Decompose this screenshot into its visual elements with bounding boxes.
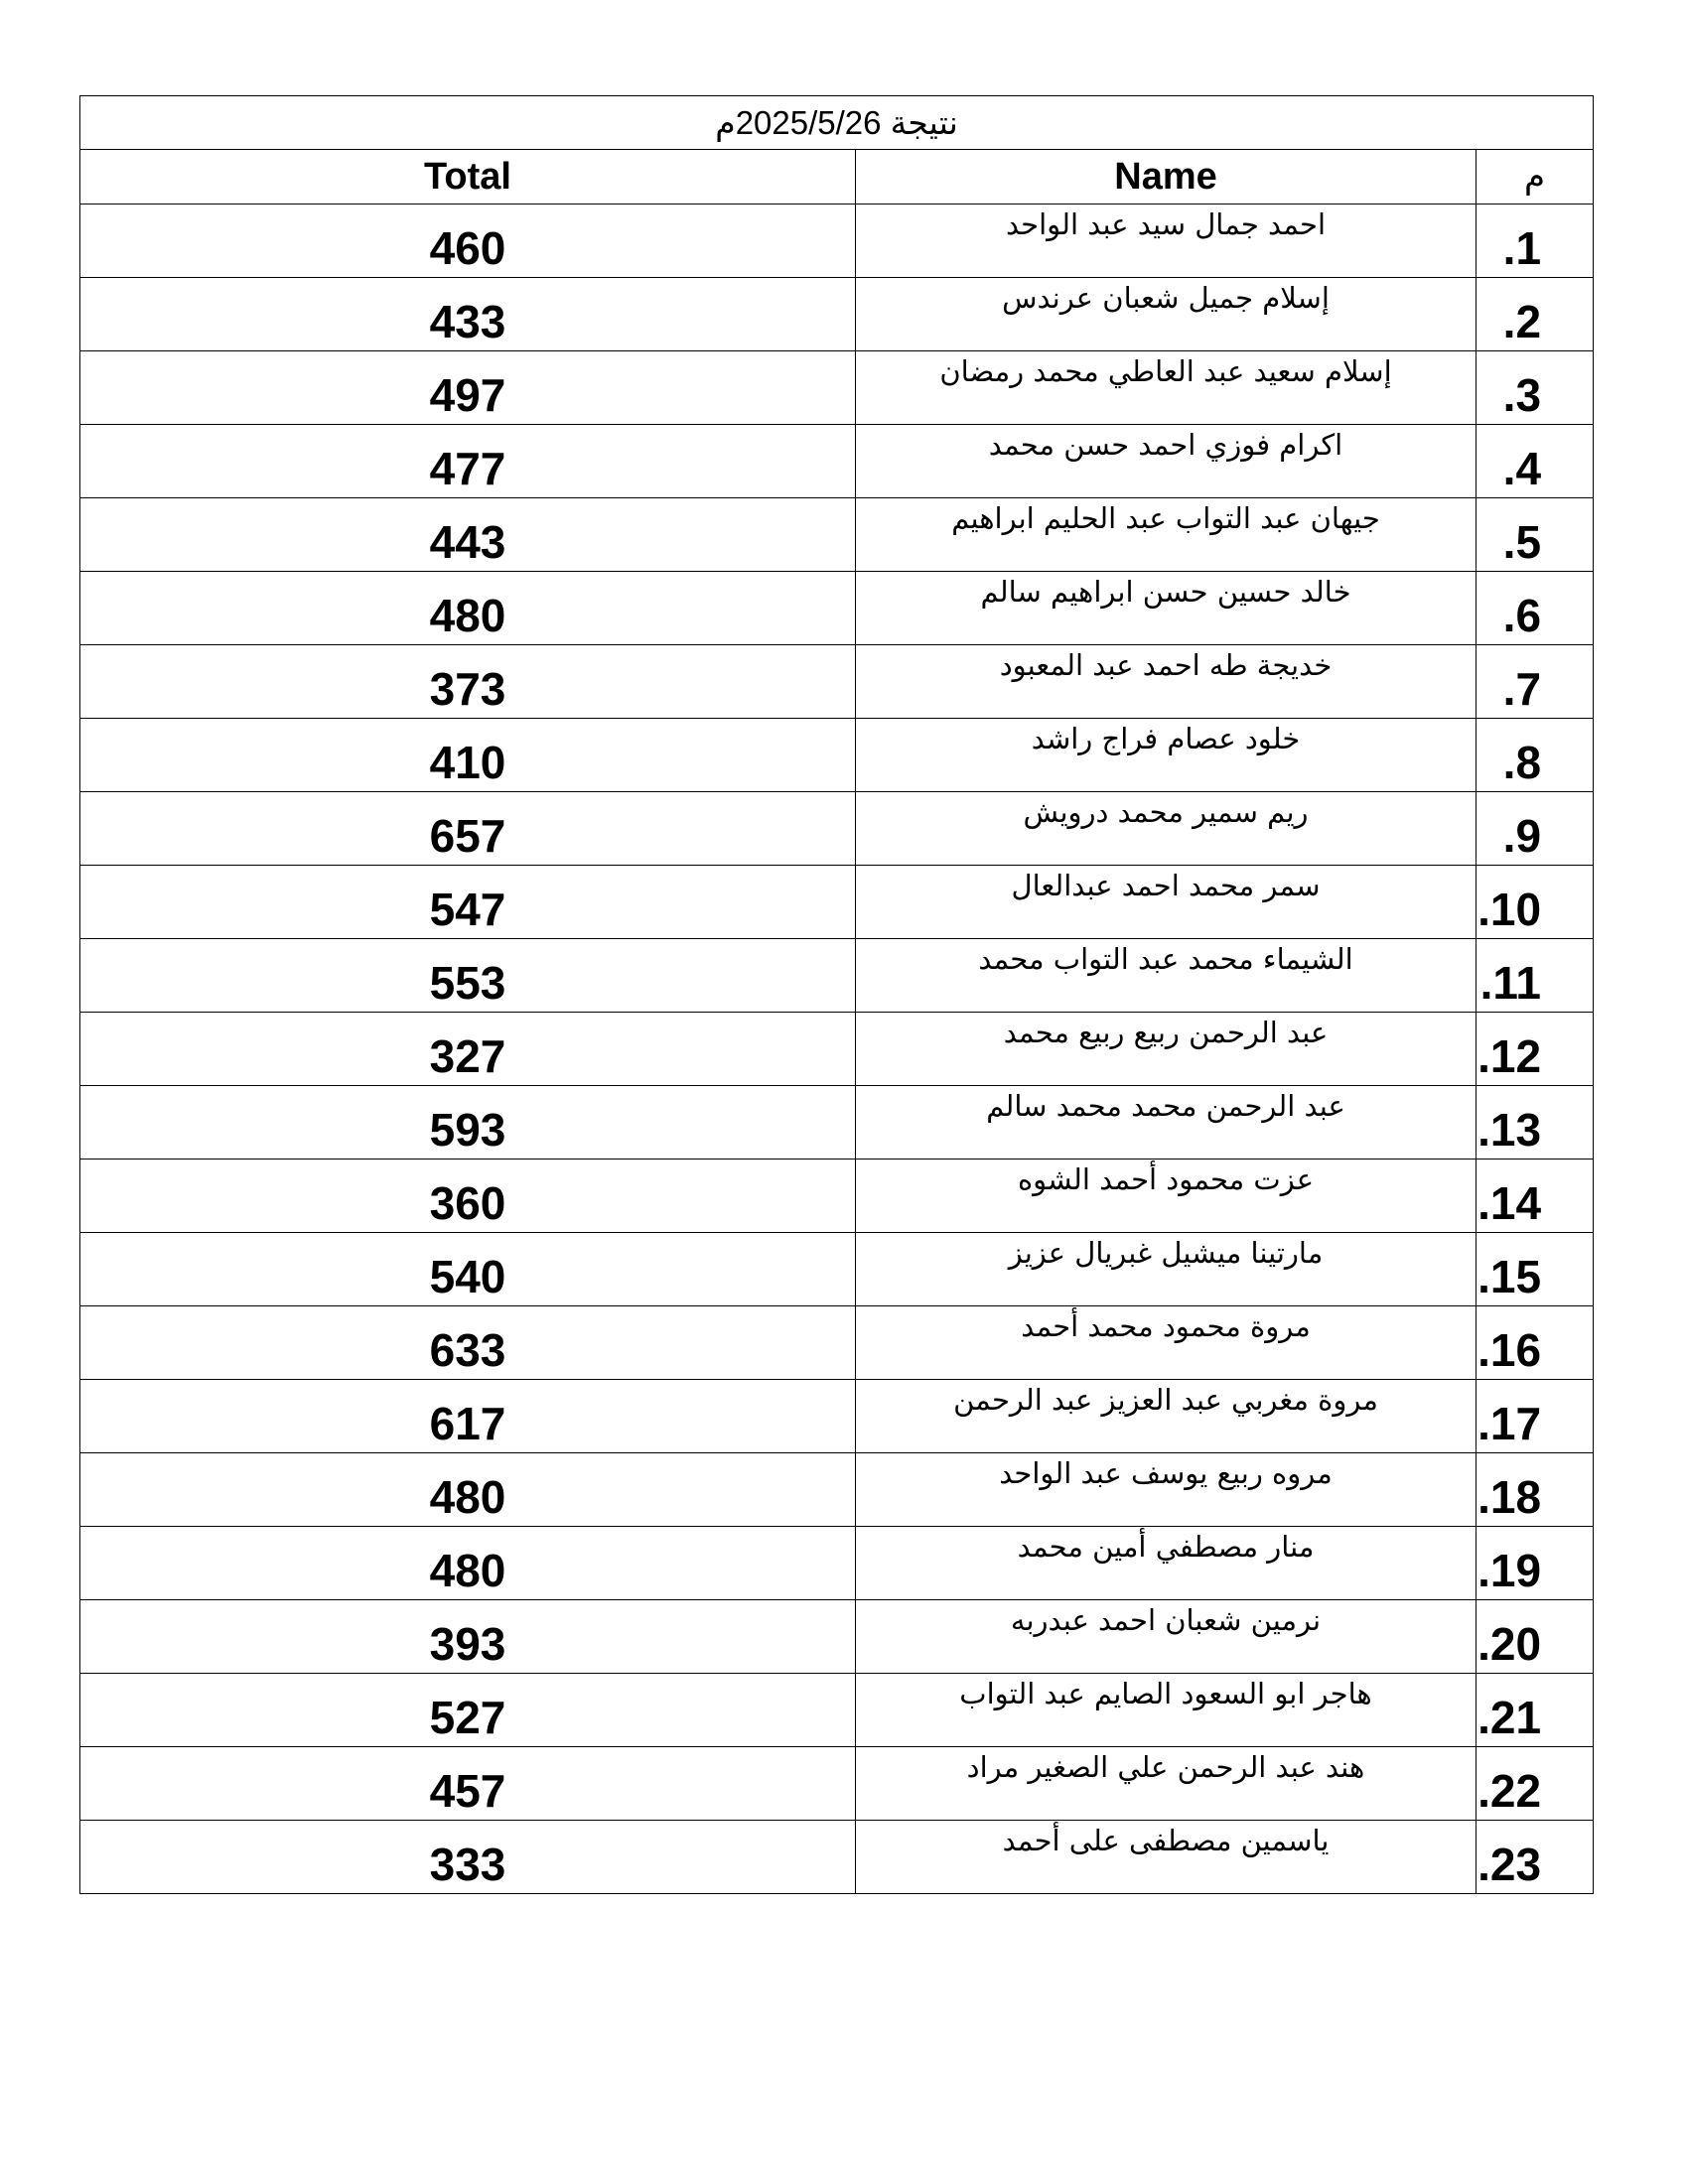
total-cell: 460 — [80, 205, 856, 278]
table-row — [80, 205, 1594, 278]
total-cell: 527 — [80, 1674, 856, 1747]
table-row — [80, 1160, 1594, 1233]
index-cell: 20. — [1477, 1600, 1594, 1674]
index-cell: 9. — [1477, 792, 1594, 866]
name-cell: مروة محمود محمد أحمد — [856, 1306, 1477, 1380]
index-cell: 17. — [1477, 1380, 1594, 1453]
name-cell: الشيماء محمد عبد التواب محمد — [856, 939, 1477, 1013]
total-cell: 547 — [80, 866, 856, 939]
index-cell: 3. — [1477, 351, 1594, 425]
name-cell: احمد جمال سيد عبد الواحد — [856, 205, 1477, 278]
total-cell: 480 — [80, 572, 856, 645]
total-cell: 633 — [80, 1306, 856, 1380]
name-cell: نرمين شعبان احمد عبدربه — [856, 1600, 1477, 1674]
index-cell: 7. — [1477, 645, 1594, 719]
index-cell: 12. — [1477, 1013, 1594, 1086]
name-cell: سمر محمد احمد عبدالعال — [856, 866, 1477, 939]
table-row — [80, 1600, 1594, 1674]
name-cell: مروه ربيع يوسف عبد الواحد — [856, 1453, 1477, 1527]
header-total: Total — [80, 150, 856, 205]
header-row — [80, 150, 1594, 205]
name-cell: إسلام سعيد عبد العاطي محمد رمضان — [856, 351, 1477, 425]
table-row — [80, 1013, 1594, 1086]
index-cell: 13. — [1477, 1086, 1594, 1160]
index-cell: 21. — [1477, 1674, 1594, 1747]
index-cell: 10. — [1477, 866, 1594, 939]
total-cell: 360 — [80, 1160, 856, 1233]
index-cell: 14. — [1477, 1160, 1594, 1233]
total-cell: 553 — [80, 939, 856, 1013]
table-row — [80, 719, 1594, 792]
name-cell: هند عبد الرحمن علي الصغير مراد — [856, 1747, 1477, 1821]
index-cell: 11. — [1477, 939, 1594, 1013]
total-cell: 593 — [80, 1086, 856, 1160]
table-row — [80, 1453, 1594, 1527]
name-cell: ياسمين مصطفى على أحمد — [856, 1821, 1477, 1894]
name-cell: خالد حسين حسن ابراهيم سالم — [856, 572, 1477, 645]
index-cell: 16. — [1477, 1306, 1594, 1380]
document-title: نتيجة 2025/5/26م — [715, 104, 958, 141]
table-row — [80, 425, 1594, 498]
name-cell: خديجة طه احمد عبد المعبود — [856, 645, 1477, 719]
index-cell: 6. — [1477, 572, 1594, 645]
name-cell: إسلام جميل شعبان عرندس — [856, 278, 1477, 351]
table-row — [80, 792, 1594, 866]
name-cell: عزت محمود أحمد الشوه — [856, 1160, 1477, 1233]
header-index: م — [1477, 150, 1594, 205]
table-row — [80, 866, 1594, 939]
total-cell: 410 — [80, 719, 856, 792]
total-cell: 497 — [80, 351, 856, 425]
table-row — [80, 1086, 1594, 1160]
name-cell: منار مصطفي أمين محمد — [856, 1527, 1477, 1600]
total-cell: 480 — [80, 1453, 856, 1527]
table-row — [80, 1674, 1594, 1747]
index-cell: 1. — [1477, 205, 1594, 278]
name-cell: عبد الرحمن ربيع ربيع محمد — [856, 1013, 1477, 1086]
index-cell: 19. — [1477, 1527, 1594, 1600]
table-row — [80, 645, 1594, 719]
name-cell: ريم سمير محمد درويش — [856, 792, 1477, 866]
name-cell: عبد الرحمن محمد محمد سالم — [856, 1086, 1477, 1160]
results-table — [79, 95, 1594, 1894]
index-cell: 22. — [1477, 1747, 1594, 1821]
table-row — [80, 1527, 1594, 1600]
index-cell: 8. — [1477, 719, 1594, 792]
total-cell: 333 — [80, 1821, 856, 1894]
table-row — [80, 939, 1594, 1013]
total-cell: 617 — [80, 1380, 856, 1453]
table-row — [80, 278, 1594, 351]
name-cell: جيهان عبد التواب عبد الحليم ابراهيم — [856, 498, 1477, 572]
total-cell: 657 — [80, 792, 856, 866]
total-cell: 443 — [80, 498, 856, 572]
total-cell: 327 — [80, 1013, 856, 1086]
table-body — [80, 205, 1594, 1894]
name-cell: هاجر ابو السعود الصايم عبد التواب — [856, 1674, 1477, 1747]
table-row — [80, 1747, 1594, 1821]
index-cell: 5. — [1477, 498, 1594, 572]
index-cell: 18. — [1477, 1453, 1594, 1527]
name-cell: خلود عصام فراج راشد — [856, 719, 1477, 792]
index-cell: 4. — [1477, 425, 1594, 498]
total-cell: 457 — [80, 1747, 856, 1821]
table-row — [80, 1821, 1594, 1894]
document-title-cell — [80, 96, 1594, 150]
total-cell: 540 — [80, 1233, 856, 1306]
total-cell: 480 — [80, 1527, 856, 1600]
header-name: Name — [856, 150, 1477, 205]
table-row — [80, 572, 1594, 645]
total-cell: 433 — [80, 278, 856, 351]
index-cell: 23. — [1477, 1821, 1594, 1894]
total-cell: 373 — [80, 645, 856, 719]
table-row — [80, 1380, 1594, 1453]
index-cell: 15. — [1477, 1233, 1594, 1306]
table-row — [80, 498, 1594, 572]
name-cell: مارتينا ميشيل غبريال عزيز — [856, 1233, 1477, 1306]
title-row — [80, 96, 1594, 150]
index-cell: 2. — [1477, 278, 1594, 351]
table-row — [80, 1233, 1594, 1306]
table-row — [80, 1306, 1594, 1380]
total-cell: 477 — [80, 425, 856, 498]
total-cell: 393 — [80, 1600, 856, 1674]
name-cell: اكرام فوزي احمد حسن محمد — [856, 425, 1477, 498]
table-row — [80, 351, 1594, 425]
name-cell: مروة مغربي عبد العزيز عبد الرحمن — [856, 1380, 1477, 1453]
